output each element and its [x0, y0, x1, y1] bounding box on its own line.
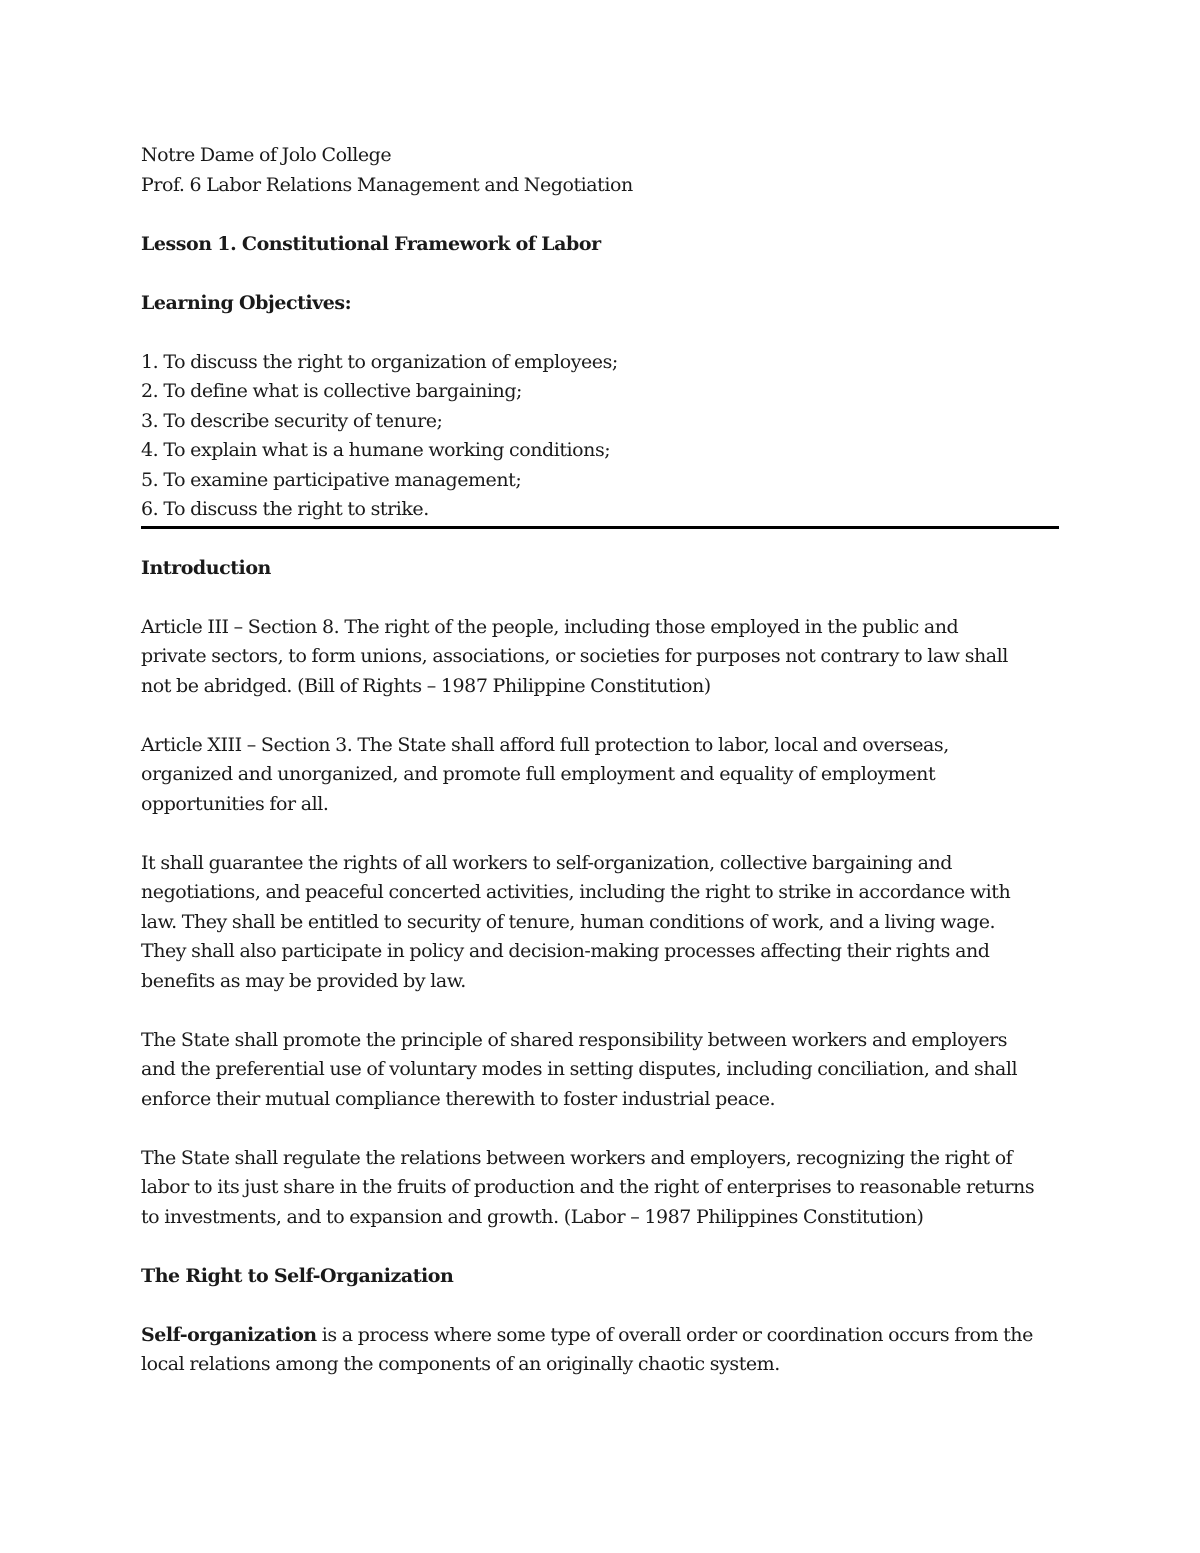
paragraph-line: They shall also participate in policy and decision-making processes affecting their rights and: [141, 940, 990, 962]
paragraph-line: Article XIII – Section 3. The State shall afford full protection to labor, local and overseas,: [141, 733, 949, 756]
workers-rights-paragraph: [141, 849, 1059, 997]
paragraph-line: not be abridged. (Bill of Rights – 1987 Philippine Constitution): [141, 674, 711, 697]
self-organization-definition: [141, 1321, 1059, 1380]
lesson-title: Lesson 1. Constitutional Framework of Labor: [141, 232, 601, 255]
article-xiii-paragraph: [141, 731, 1059, 820]
objectives-list: [141, 348, 1059, 525]
paragraph-line: The State shall regulate the relations between workers and employers, recognizing the right of: [141, 1146, 1013, 1169]
course-title: Prof. 6 Labor Relations Management and Negotiation: [141, 173, 633, 196]
paragraph-line: law. They shall be entitled to security of tenure, human conditions of work, and a living wage.: [141, 910, 996, 933]
objectives-heading: Learning Objectives:: [141, 291, 352, 314]
paragraph-line: organized and unorganized, and promote full employment and equality of employment: [141, 763, 936, 785]
objective-item: 6. To discuss the right to strike.: [141, 498, 429, 520]
paragraph-line: opportunities for all.: [141, 792, 329, 815]
paragraph-line: Article III – Section 8. The right of the people, including those employed in the public and: [141, 615, 959, 638]
paragraph-line: It shall guarantee the rights of all workers to self-organization, collective bargaining and: [141, 851, 952, 874]
self-organization-heading: The Right to Self-Organization: [141, 1264, 454, 1287]
paragraph-line: benefits as may be provided by law.: [141, 969, 466, 992]
objective-item: 4. To explain what is a humane working conditions;: [141, 439, 611, 461]
objective-item: 2. To define what is collective bargaining;: [141, 380, 523, 402]
document-page: [141, 141, 1059, 1380]
paragraph-line: [141, 1321, 1059, 1351]
objective-item: 1. To discuss the right to organization of employees;: [141, 350, 618, 373]
objective-item: 3. To describe security of tenure;: [141, 409, 443, 432]
paragraph-line: to investments, and to expansion and growth. (Labor – 1987 Philippines Constitution): [141, 1205, 924, 1228]
introduction-heading: Introduction: [141, 556, 271, 579]
paragraph-line: enforce their mutual compliance therewith to foster industrial peace.: [141, 1087, 776, 1110]
school-name: Notre Dame of Jolo College: [141, 144, 392, 166]
defined-term: Self-organization: [141, 1323, 317, 1346]
regulate-relations-paragraph: [141, 1144, 1059, 1233]
paragraph-line: The State shall promote the principle of shared responsibility between workers and employers: [141, 1028, 1008, 1051]
definition-text: is a process where some type of overall order or coordination occurs from the: [316, 1323, 1033, 1346]
paragraph-line: labor to its just share in the fruits of production and the right of enterprises to reasonable returns: [141, 1176, 1035, 1198]
shared-responsibility-paragraph: [141, 1026, 1059, 1115]
objective-item: 5. To examine participative management;: [141, 468, 522, 491]
paragraph-line: local relations among the components of an originally chaotic system.: [141, 1353, 780, 1375]
article-iii-paragraph: [141, 613, 1059, 702]
paragraph-line: negotiations, and peaceful concerted activities, including the right to strike in accordance with: [141, 881, 1011, 903]
paragraph-line: private sectors, to form unions, associations, or societies for purposes not contrary to law shall: [141, 645, 1008, 667]
paragraph-line: and the preferential use of voluntary modes in setting disputes, including conciliation, and shall: [141, 1058, 1018, 1080]
